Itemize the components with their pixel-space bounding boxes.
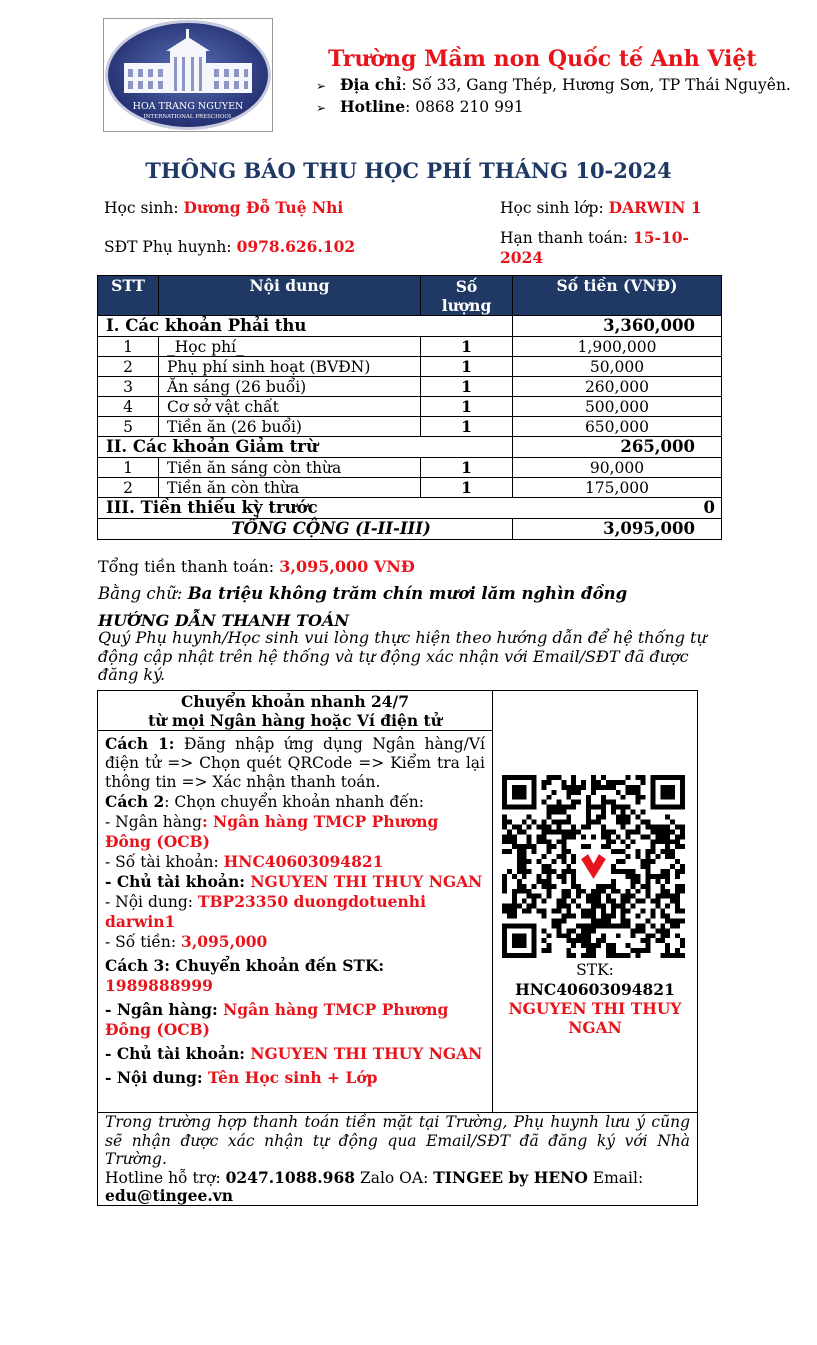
transfer-methods [98, 691, 493, 1112]
table-header-row [98, 276, 722, 316]
table-row: 1 Tiền ăn sáng còn thừa 1 90,000 [98, 458, 722, 478]
table-row: 5 Tiền ăn (26 buổi) 1 650,000 [98, 417, 722, 437]
deadline-value: 15-10- [632, 228, 689, 247]
class-info [500, 198, 702, 217]
qr-owner: NGUYEN THI THUY NGAN [508, 999, 682, 1037]
table-row: 1 _Học phí_ 1 1,900,000 [98, 337, 722, 357]
header-content: Nội dung [159, 276, 421, 316]
section-previous-debt-row [98, 498, 722, 519]
white-house-logo-icon [104, 19, 272, 131]
parent-phone-info [104, 237, 355, 256]
payment-total-value: 3,095,000 VNĐ [279, 557, 415, 576]
support-hotline: 0247.1088.968 [225, 1167, 356, 1187]
logo-subtext: INTERNATIONAL PRESCHOOL [143, 114, 233, 120]
section-total: 265,000 [513, 437, 722, 458]
support-zalo: TINGEE by HENO [433, 1167, 588, 1187]
qr-code-icon[interactable] [502, 775, 685, 958]
student-name: Dương Đỗ Tuệ Nhi [183, 198, 344, 217]
deadline-info [500, 228, 689, 268]
amount-in-words-line [98, 584, 627, 603]
cash-payment-note: Trong trường hợp thanh toán tiền mặt tại Trường, Phụ huynh lưu ý cũng sẽ nhận được xác nhận tự động qua Email/SĐT đã đăng ký với Nhà Trường. [105, 1113, 690, 1168]
logo-text: HOA TRANG NGUYEN [132, 101, 244, 112]
class-name: DARWIN 1 [608, 198, 702, 217]
section-label: III. Tiền thiếu kỳ trước [98, 498, 513, 519]
qr-stk-label: STK: [576, 961, 614, 979]
payment-instructions-box [97, 690, 698, 1206]
section-receivable-row [98, 316, 722, 337]
header-stt: STT [98, 276, 159, 316]
student-info [104, 198, 343, 217]
class-label: Học sinh lớp: [500, 199, 609, 217]
section-total: 0 [513, 498, 722, 519]
amount-in-words-value: Ba triệu không trăm chín mươi lăm nghìn đồng [187, 584, 628, 603]
school-name: Trường Mầm non Quốc tế Anh Việt [328, 46, 757, 72]
deadline-value-year: 2024 [500, 248, 544, 267]
phone-value: 0978.626.102 [236, 237, 356, 256]
address-value: : Số 33, Gang Thép, Hương Sơn, TP Thái Nguyên. [401, 76, 791, 94]
page-title: THÔNG BÁO THU HỌC PHÍ THÁNG 10-2024 [145, 158, 672, 183]
phone-label: SĐT Phụ huynh: [104, 238, 237, 256]
grand-total-label: TỔNG CỘNG (I-II-III) [98, 519, 513, 540]
section-total: 3,360,000 [513, 316, 722, 337]
header-quantity: Số lượng [421, 276, 513, 316]
method-3-content: - Nội dung: Tên Học sinh + Lớp [105, 1068, 378, 1087]
payment-total-line [98, 557, 415, 576]
qr-panel [493, 691, 697, 1112]
table-row: 3 Ăn sáng (26 buổi) 1 260,000 [98, 377, 722, 397]
student-label: Học sinh: [104, 199, 184, 217]
deadline-label: Hạn thanh toán: [500, 229, 633, 247]
amount-in-words-label: Bằng chữ: [98, 584, 188, 603]
grand-total-value: 3,095,000 [513, 519, 722, 540]
header-amount: Số tiền (VNĐ) [513, 276, 722, 316]
method-2-bank: - Ngân hàng: Ngân hàng TMCP Phương Đông (OCB) [105, 812, 439, 851]
method-1: Cách 1: Đăng nhập ứng dụng Ngân hàng/Ví điện tử => Chọn quét QRCode => Kiểm tra lại thông tin => Xác nhận thanh toán. [105, 734, 485, 791]
section-label: II. Các khoản Giảm trừ [98, 437, 513, 458]
school-logo [103, 18, 273, 132]
qr-account-info [493, 961, 697, 1037]
section-label: I. Các khoản Phải thu [98, 316, 513, 337]
table-row: 2 Phụ phí sinh hoạt (BVĐN) 1 50,000 [98, 357, 722, 377]
method-2-amount: - Số tiền: 3,095,000 [105, 932, 268, 951]
method-3-title: Cách 3: Chuyển khoản đến STK: 1989888999 [105, 956, 385, 995]
method-2-owner: - Chủ tài khoản: NGUYEN THI THUY NGAN [105, 872, 483, 891]
grand-total-row [98, 519, 722, 540]
qr-stk-value: HNC40603094821 [515, 980, 675, 999]
support-email[interactable]: edu@tingee.vn [105, 1186, 234, 1205]
arrow-bullet-icon: ➢ [316, 79, 327, 93]
payment-total-label: Tổng tiền thanh toán: [98, 557, 280, 576]
payment-footer [98, 1112, 697, 1206]
section-deduction-row [98, 437, 722, 458]
hotline-line [316, 97, 524, 116]
arrow-bullet-icon: ➢ [316, 101, 327, 115]
method-3-owner: - Chủ tài khoản: NGUYEN THI THUY NGAN [105, 1044, 483, 1063]
address-label: Địa chỉ [340, 75, 402, 94]
transfer-body [98, 731, 492, 1088]
payment-guide-title: HƯỚNG DẪN THANH TOÁN [98, 611, 349, 630]
transfer-header: Chuyển khoản nhanh 24/7 từ mọi Ngân hàng hoặc Ví điện tử [98, 691, 492, 731]
method-3-bank: - Ngân hàng: Ngân hàng TMCP Phương Đông (OCB) [105, 1000, 449, 1039]
table-row: 4 Cơ sở vật chất 1 500,000 [98, 397, 722, 417]
payment-guide-text: Quý Phụ huynh/Học sinh vui lòng thực hiện theo hướng dẫn để hệ thống tự động cập nhật trên hệ thống và tự động xác nhận với Email/SĐT đã được đăng ký. [98, 628, 707, 684]
hotline-label: Hotline [340, 97, 406, 116]
address-line [316, 75, 791, 94]
hotline-value: : 0868 210 991 [405, 98, 524, 116]
method-2-account: - Số tài khoản: HNC40603094821 [105, 852, 384, 871]
fee-table [97, 275, 722, 540]
support-contacts: Hotline hỗ trợ: 0247.1088.968 Zalo OA: TINGEE by HENO Email: edu@tingee.vn [105, 1167, 644, 1205]
table-row: 2 Tiền ăn còn thừa 1 175,000 [98, 478, 722, 498]
method-2-title: Cách 2: Chọn chuyển khoản nhanh đến: [105, 792, 424, 811]
method-2-content: - Nội dung: TBP23350 duongdotuenhi darwin1 [105, 892, 426, 931]
